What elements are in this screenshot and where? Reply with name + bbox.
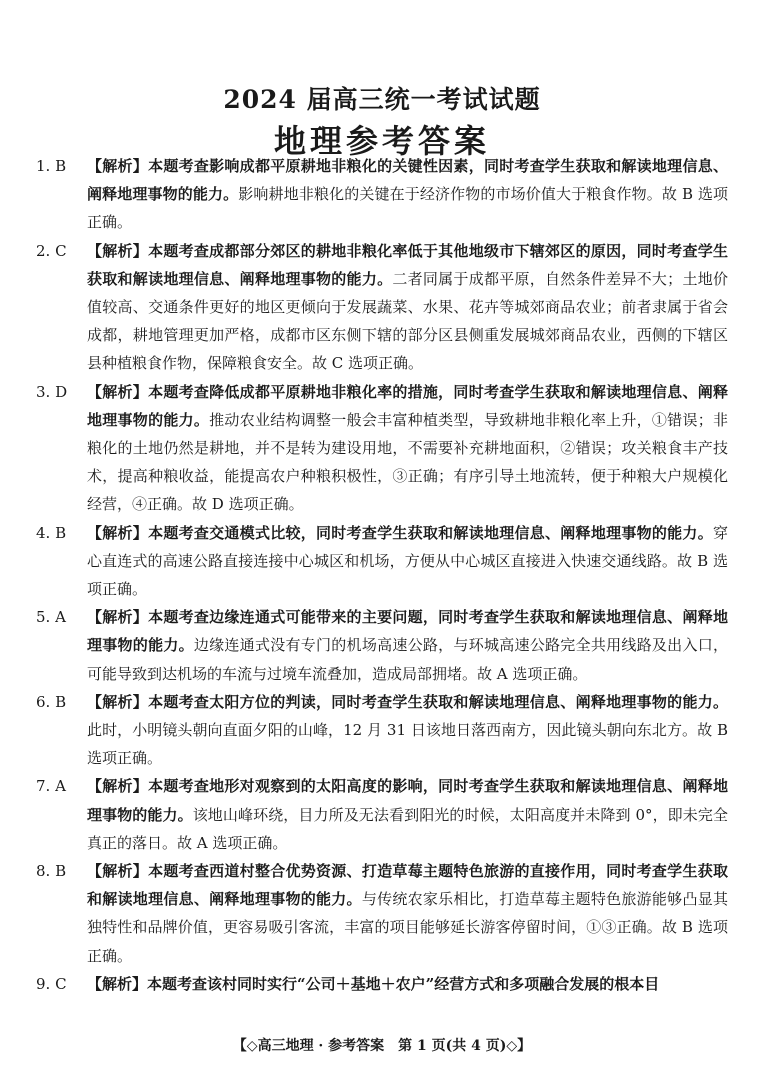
analysis-focus: 本题考查交通模式比较，同时考查学生获取和解读地理信息、阐释地理事物的能力。 [148, 523, 713, 542]
answer-item [36, 688, 728, 773]
answer-explanation [87, 519, 728, 604]
analysis-tag: 【解析】 [87, 777, 149, 796]
answer-item [36, 152, 728, 237]
answer-item [36, 378, 728, 519]
answer-number: 1. B [36, 157, 67, 175]
analysis-tag: 【解析】 [87, 862, 149, 881]
answer-item [36, 970, 728, 998]
answer-number: 4. B [36, 523, 67, 542]
analysis-tag: 【解析】 [87, 608, 149, 627]
answer-item [36, 519, 728, 604]
analysis-text: 该地山峰环绕，目力所及无法看到阳光的时候，太阳高度并未降到 0°，即未完全真正的落日。故 A 选项正确。 [87, 805, 728, 852]
page-footer: 【◇高三地理 · 参考答案 第 1 页(共 4 页)◇】 [232, 1038, 532, 1054]
answer-number: 6. B [36, 692, 67, 711]
answer-number: 5. A [36, 608, 66, 627]
answer-number: 8. B [36, 862, 67, 881]
answer-number: 3. D [36, 382, 68, 401]
answer-explanation [87, 603, 728, 688]
analysis-focus: 本题考查成都部分郊区的耕地非粮化率低于其他地级市下辖郊区的原因，同时考查学生获取和解读地理信息、阐释地理事物的能力。 [87, 241, 728, 288]
exam-title: 2024 届高三统一考试试题 [223, 85, 541, 114]
analysis-focus: 本题考查地形对观察到的太阳高度的影响，同时考查学生获取和解读地理信息、阐释地理事物的能力。 [87, 777, 728, 824]
analysis-text: 二者同属于成都平原，自然条件差异不大；土地价值较高、交通条件更好的地区更倾向于发展蔬菜、水果、花卉等城郊商品农业；前者隶属于省会成都，耕地管理更加严格，成都市区东侧下辖的部分区县侧重发展城郊商品农业，西侧的下辖区县种植粮食作物，保障粮食安全。故 C 选项正确。 [87, 269, 728, 373]
analysis-tag: 【解析】 [87, 241, 149, 260]
analysis-focus: 本题考查影响成都平原耕地非粮化的关键性因素，同时考查学生获取和解读地理信息、阐释地理事物的能力。 [87, 157, 728, 204]
answer-explanation [87, 152, 728, 237]
analysis-focus: 本题考查太阳方位的判读，同时考查学生获取和解读地理信息、阐释地理事物的能力。 [148, 692, 728, 711]
analysis-tag: 【解析】 [87, 692, 149, 711]
document-title: 地理参考答案 [273, 122, 490, 160]
answer-explanation [87, 378, 728, 519]
answer-explanation [87, 688, 728, 773]
analysis-tag: 【解析】 [87, 157, 149, 175]
answer-item [36, 603, 728, 688]
answer-explanation [87, 970, 728, 998]
analysis-tag: 【解析】 [87, 523, 149, 542]
analysis-tag: 【解析】 [87, 974, 148, 993]
answer-number: 2. C [36, 241, 67, 260]
analysis-text: 边缘连通式没有专门的机场高速公路，与环城高速公路完全共用线路及出入口，可能导致到达机场的车流与过境车流叠加，造成局部拥堵。故 A 选项正确。 [87, 636, 728, 683]
analysis-tag: 【解析】 [87, 382, 149, 401]
answer-item [36, 237, 728, 378]
answer-item [36, 772, 728, 857]
answer-explanation [87, 857, 728, 970]
answer-explanation [87, 237, 728, 378]
analysis-focus: 本题考查该村同时实行“公司＋基地＋农户”经营方式和多项融合发展的根本目 [147, 974, 660, 993]
analysis-focus: 本题考查西道村整合优势资源、打造草莓主题特色旅游的直接作用，同时考查学生获取和解读地理信息、阐释地理事物的能力。 [87, 862, 728, 909]
analysis-focus: 本题考查降低成都平原耕地非粮化率的措施，同时考查学生获取和解读地理信息、阐释地理事物的能力。 [87, 382, 728, 429]
answer-explanation [87, 772, 728, 857]
analysis-focus: 本题考查边缘连通式可能带来的主要问题，同时考查学生获取和解读地理信息、阐释地理事物的能力。 [87, 608, 728, 655]
answer-number: 9. C [36, 974, 67, 993]
analysis-text: 穿心直连式的高速公路直接连接中心城区和机场，方便从中心城区直接进入快速交通线路。故 B 选项正确。 [87, 523, 728, 599]
answer-number: 7. A [36, 777, 66, 796]
analysis-text: 推动农业结构调整一般会丰富种植类型，导致耕地非粮化率上升，①错误；非粮化的土地仍然是耕地，并不是转为建设用地，不需要补充耕地面积，②错误；攻关粮食丰产技术，提高种粮收益，能提高农户种粮积极性，③正确；有序引导土地流转，便于种粮大户规模化经营，④正确。故 D 选项正确。 [87, 410, 728, 514]
answer-list [36, 152, 728, 998]
analysis-text: 与传统农家乐相比，打造草莓主题特色旅游能够凸显其独特性和品牌价值，更容易吸引客流，丰富的项目能够延长游客停留时间，①③正确。故 B 选项正确。 [87, 890, 728, 965]
analysis-text: 此时，小明镜头朝向直面夕阳的山峰，12 月 31 日该地日落西南方，因此镜头朝向东北方。故 B 选项正确。 [87, 721, 728, 768]
answer-item [36, 857, 728, 970]
analysis-text: 影响耕地非粮化的关键在于经济作物的市场价值大于粮食作物。故 B 选项正确。 [87, 185, 728, 232]
